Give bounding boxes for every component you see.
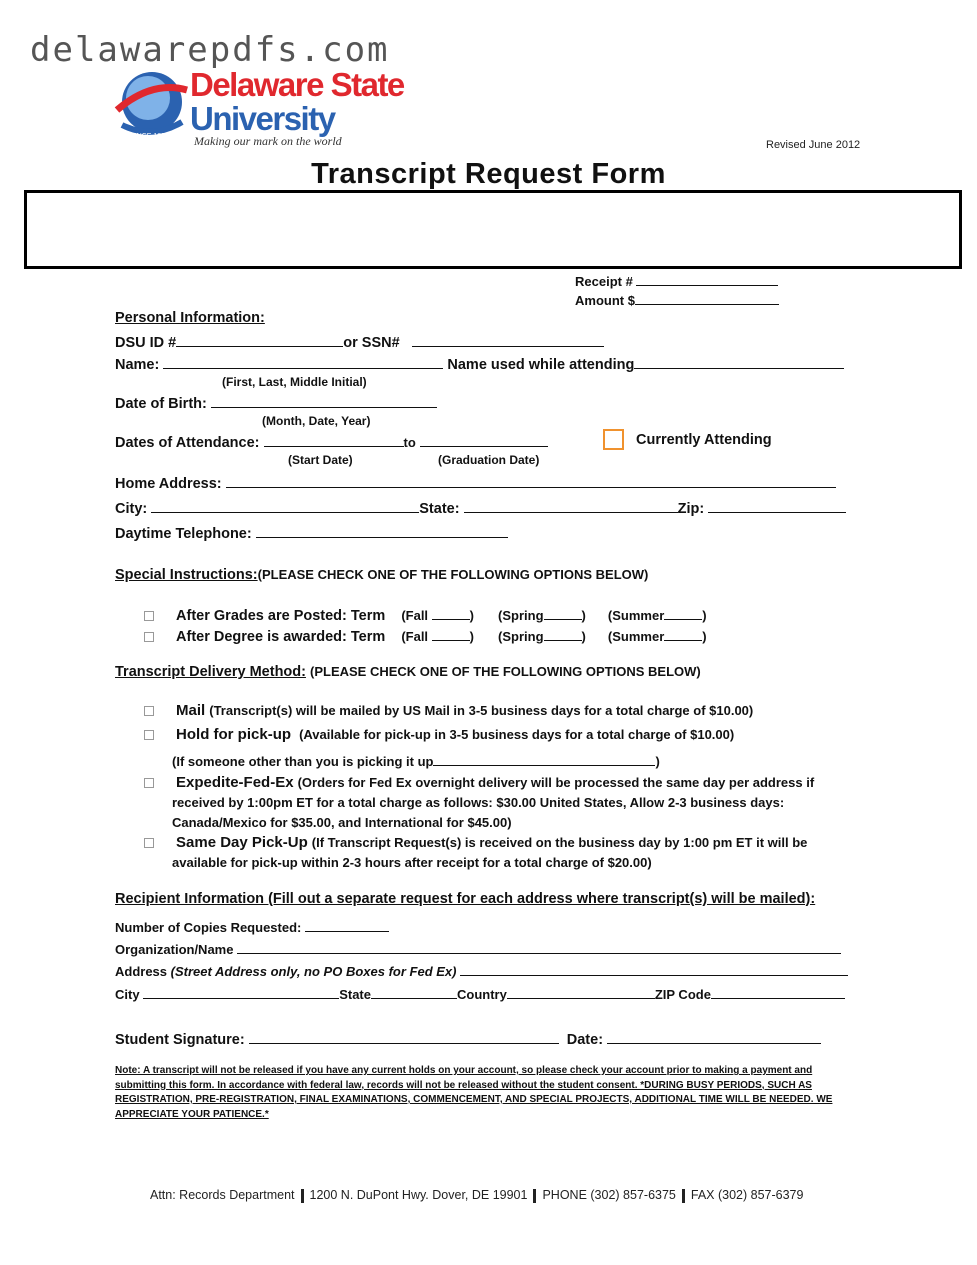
currently-attending-label: Currently Attending <box>636 432 772 448</box>
dsu-id-label: DSU ID # <box>115 335 177 351</box>
dob-hint: (Month, Date, Year) <box>262 414 371 428</box>
hold-checkbox[interactable] <box>144 730 154 740</box>
address-label: Address <box>115 964 168 979</box>
fedex-option <box>144 774 814 791</box>
receipt-field[interactable] <box>575 271 778 289</box>
mail-option <box>144 702 753 719</box>
home-address-field[interactable] <box>226 473 836 488</box>
dsu-id-row <box>115 332 604 351</box>
recipient-state-label: State <box>339 987 371 1002</box>
hold-option <box>144 726 734 743</box>
sameday-line2: available for pick-up within 2-3 hours after receipt for a total charge of $20.00) <box>172 855 652 870</box>
telephone-field[interactable] <box>256 523 508 538</box>
grad-hint: (Graduation Date) <box>438 453 540 467</box>
logo-tagline: Making our mark on the world <box>194 134 342 148</box>
grades-spring-field[interactable] <box>544 605 582 620</box>
name-attending-label: Name used while attending <box>447 357 635 373</box>
start-hint: (Start Date) <box>288 453 353 467</box>
special-option-grades: After Grades are Posted: Term (Fall ) (Spring ) (Summer ) <box>144 605 707 624</box>
special-heading-row <box>115 567 648 583</box>
release-note: Note: A transcript will not be released if you have any current holds on your account, so please check your account prior to making a payment and submitting this form. In accordance with federal law, records will not be released without the student consent. *DURING BUSY PERIODS, SUCH AS REGISTRATION, PRE-REGISTRATION, FINAL EXAMINATIONS, COMMENCEMENT, AND SPECIAL PROJECTS, ADDITIONAL TIME WILL BE NEEDED. WE APPRECIATE YOUR PATIENCE.* <box>115 1065 833 1120</box>
signature-date-label: Date: <box>566 1032 604 1048</box>
recipient-zip-field[interactable] <box>711 984 845 999</box>
footer-separator <box>533 1189 536 1203</box>
grades-checkbox[interactable] <box>144 611 154 621</box>
special-heading-note: (PLEASE CHECK ONE OF THE FOLLOWING OPTIONS BELOW) <box>257 567 649 582</box>
delivery-heading-note: (PLEASE CHECK ONE OF THE FOLLOWING OPTIONS BELOW) <box>310 664 701 679</box>
home-address-label: Home Address: <box>115 476 222 492</box>
address-row <box>115 961 848 979</box>
state-field[interactable] <box>464 498 678 513</box>
telephone-row <box>115 523 508 542</box>
footer-address: 1200 N. DuPont Hwy. Dover, DE 19901 <box>309 1188 528 1202</box>
mail-desc: (Transcript(s) will be mailed by US Mail in 3-5 business days for a total charge of $10.00) <box>209 703 754 718</box>
attendance-label: Dates of Attendance: <box>115 435 260 451</box>
revised-date: Revised June 2012 <box>766 139 861 151</box>
fedex-label: Expedite-Fed-Ex <box>176 774 294 791</box>
mail-label: Mail <box>176 702 206 719</box>
name-field[interactable] <box>163 354 443 369</box>
degree-summer-field[interactable] <box>664 626 702 641</box>
org-row <box>115 939 841 957</box>
state-label: State: <box>419 501 460 517</box>
currently-attending-checkbox[interactable] <box>603 429 624 450</box>
fedex-checkbox[interactable] <box>144 778 154 788</box>
org-field[interactable] <box>237 939 841 954</box>
hold-other-row: (If someone other than you is picking it up ) <box>172 751 660 769</box>
footer <box>150 1188 803 1203</box>
footer-fax: FAX (302) 857-6379 <box>690 1188 804 1202</box>
degree-spring-label: (Spring <box>498 629 544 644</box>
fedex-line3: Canada/Mexico for $35.00, and International for $45.00) <box>172 815 512 830</box>
amount-field[interactable] <box>575 290 779 308</box>
grades-summer-field[interactable] <box>664 605 702 620</box>
address-note: (Street Address only, no PO Boxes for Fed Ex) <box>170 964 457 979</box>
recipient-country-field[interactable] <box>507 984 655 999</box>
delivery-heading-row <box>115 664 701 680</box>
zip-label: Zip: <box>677 501 705 517</box>
zip-field[interactable] <box>708 498 846 513</box>
grades-fall-field[interactable] <box>432 605 470 620</box>
signature-row <box>115 1029 821 1048</box>
personal-info-heading: Personal Information: <box>115 310 265 326</box>
dob-row <box>115 393 437 412</box>
svg-text:SINCE 1891: SINCE 1891 <box>130 133 169 140</box>
receipt-label: Receipt # <box>575 274 633 289</box>
sameday-checkbox[interactable] <box>144 838 154 848</box>
footer-phone: PHONE (302) 857-6375 <box>542 1188 676 1202</box>
hold-desc: (Available for pick-up in 3-5 business days for a total charge of $10.00) <box>299 727 735 742</box>
home-address-row <box>115 473 836 492</box>
special-heading: Special Instructions: <box>115 567 258 583</box>
degree-fall-label: (Fall <box>401 629 429 644</box>
signature-date-field[interactable] <box>607 1029 821 1044</box>
hold-other-label: (If someone other than you is picking it up <box>172 754 434 769</box>
copies-row <box>115 917 389 935</box>
hold-other-field[interactable] <box>433 751 655 766</box>
grades-label: After Grades are Posted: Term <box>176 608 386 624</box>
dsu-id-field[interactable] <box>176 332 343 347</box>
signature-field[interactable] <box>249 1029 559 1044</box>
recipient-city-field[interactable] <box>143 984 339 999</box>
sameday-line1: (If Transcript Request(s) is received on the business day by 1:00 pm ET it will be <box>311 835 808 850</box>
recipient-address-field[interactable] <box>460 961 848 976</box>
footer-attn: Attn: Records Department <box>150 1188 295 1202</box>
hold-label: Hold for pick-up <box>176 726 292 743</box>
grades-summer-label: (Summer <box>607 608 665 623</box>
start-date-field[interactable] <box>264 432 404 447</box>
degree-spring-field[interactable] <box>544 626 582 641</box>
copies-field[interactable] <box>305 917 389 932</box>
mail-checkbox[interactable] <box>144 706 154 716</box>
degree-summer-label: (Summer <box>607 629 665 644</box>
name-attending-field[interactable] <box>634 354 844 369</box>
telephone-label: Daytime Telephone: <box>115 526 252 542</box>
recipient-city-row <box>115 984 845 1002</box>
degree-checkbox[interactable] <box>144 632 154 642</box>
grades-fall-label: (Fall <box>401 608 429 623</box>
dob-field[interactable] <box>211 393 437 408</box>
attendance-row <box>115 432 548 451</box>
footer-separator <box>682 1189 685 1203</box>
to-label: to <box>403 435 416 450</box>
copies-label: Number of Copies Requested: <box>115 920 302 935</box>
recipient-country-label: Country <box>456 987 507 1002</box>
recipient-state-field[interactable] <box>371 984 457 999</box>
degree-label: After Degree is awarded: Term <box>176 629 386 645</box>
amount-label: Amount $ <box>575 293 635 308</box>
recipient-zip-label: ZIP Code <box>654 987 711 1002</box>
city-field[interactable] <box>151 498 419 513</box>
sameday-label: Same Day Pick-Up <box>176 834 308 851</box>
fedex-line1: (Orders for Fed Ex overnight delivery will be processed the same day per address if <box>297 775 815 790</box>
city-state-zip-row <box>115 498 846 517</box>
grades-spring-label: (Spring <box>498 608 544 623</box>
sameday-option <box>144 834 807 851</box>
page-title: Transcript Request Form <box>311 158 666 190</box>
org-label: Organization/Name <box>115 942 234 957</box>
special-option-degree: After Degree is awarded: Term (Fall ) (Spring ) (Summer ) <box>144 626 707 645</box>
fedex-line2: received by 1:00pm ET for a total charge as follows: $30.00 United States, Allow 2-3 business days: <box>172 795 785 810</box>
degree-fall-field[interactable] <box>432 626 470 641</box>
delivery-heading: Transcript Delivery Method: <box>115 664 306 680</box>
city-label: City: <box>115 501 148 517</box>
dob-label: Date of Birth: <box>115 396 207 412</box>
name-row <box>115 354 844 373</box>
office-use-box <box>24 190 962 269</box>
logo-name-line2: University <box>190 100 335 137</box>
footer-separator <box>301 1189 304 1203</box>
recipient-heading: Recipient Information (Fill out a separate request for each address where transcript(s) will be mailed): <box>115 891 816 907</box>
recipient-city-label: City <box>115 987 140 1002</box>
ssn-label: or SSN# <box>343 335 400 351</box>
name-hint: (First, Last, Middle Initial) <box>222 375 367 389</box>
logo-name-line1: Delaware State <box>190 66 404 103</box>
signature-label: Student Signature: <box>115 1032 245 1048</box>
name-label: Name: <box>115 357 160 373</box>
ssn-field[interactable] <box>412 332 604 347</box>
graduation-date-field[interactable] <box>420 432 548 447</box>
watermark: delawarepdfs.com <box>30 30 390 70</box>
